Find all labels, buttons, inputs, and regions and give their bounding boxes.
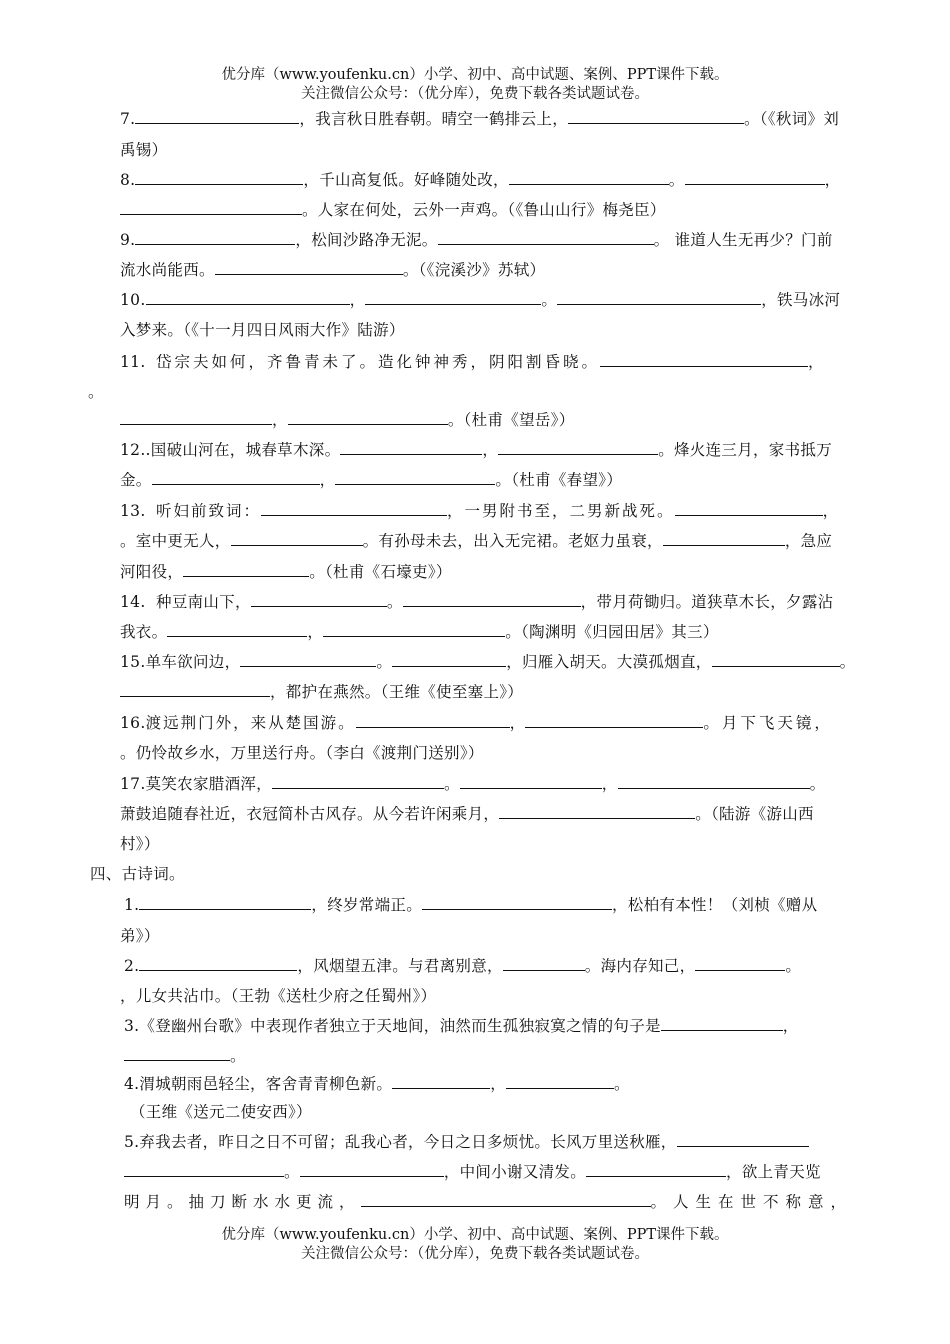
blank[interactable] — [361, 1192, 651, 1207]
blank[interactable] — [675, 501, 823, 516]
q13-line-3: 河阳役， 。（杜甫《石壕吏》） — [120, 563, 452, 581]
blank[interactable] — [695, 956, 785, 971]
q12-line-1: 12..国破山河在，城春草木深。 ， 。烽火连三月，家书抵万 — [120, 441, 833, 459]
q7-line-1: 7. ，我言秋日胜春朝。晴空一鹤排云上， 。（《秋词》刘 — [120, 110, 840, 128]
blank[interactable] — [525, 713, 703, 728]
footer-line-2: 关注微信公众号：（优分库），免费下载各类试题试卷。 — [301, 1246, 649, 1262]
blank[interactable] — [438, 230, 654, 245]
q17-line-1: 17.莫笑农家腊酒浑， 。 ， 。 — [120, 775, 826, 793]
blank[interactable] — [146, 290, 350, 305]
q8-line-1: 8. ，千山高复低。好峰随处改， 。 ， — [120, 171, 841, 189]
q13-line-2: 。室中更无人， 。有孙母未去，出入无完裙。老妪力虽衰， ，急应 — [120, 532, 833, 550]
blank[interactable] — [167, 622, 307, 637]
blank[interactable] — [422, 895, 612, 910]
blank[interactable] — [498, 440, 658, 455]
q10-line-1: 10. ， 。 ，铁马冰河 — [120, 291, 841, 309]
s4q5-line-1: 5.弃我去者，昨日之日不可留；乱我心者，今日之日多烦忧。长风万里送秋雁， — [124, 1131, 809, 1153]
q11-line-2: 。 — [88, 383, 104, 401]
q8-line-2: 。人家在何处，云外一声鸡。（《鲁山山行》梅尧臣） — [120, 199, 666, 221]
blank[interactable] — [135, 109, 299, 124]
q17-line-2: 萧鼓追随春社近，衣冠简朴古风存。从今若许闲乘月， 。（陆游《游山西 — [120, 805, 814, 823]
blank[interactable] — [365, 290, 541, 305]
blank[interactable] — [586, 1162, 726, 1177]
q16-line-2: 。仍怜故乡水，万里送行舟。（李白《渡荆门送别》） — [120, 744, 484, 762]
s4q2-line-1: 2. ，风烟望五津。与君离别意， 。海内存知己， 。 — [124, 957, 802, 975]
blank[interactable] — [124, 1046, 230, 1061]
blank[interactable] — [135, 170, 303, 185]
s4q2-line-2: ，儿女共沾巾。（王勃《送杜少府之任蜀州》） — [120, 987, 437, 1005]
blank[interactable] — [152, 470, 320, 485]
blank[interactable] — [618, 774, 810, 789]
blank[interactable] — [300, 1162, 444, 1177]
blank[interactable] — [685, 170, 825, 185]
header-line-2: 关注微信公众号：（优分库），免费下载各类试题试卷。 — [301, 86, 649, 102]
blank[interactable] — [661, 1016, 783, 1031]
blank[interactable] — [251, 592, 387, 607]
blank[interactable] — [215, 260, 403, 275]
q15-line-1: 15.单车欲问边， 。 ，归雁入胡天。大漠孤烟直， 。 — [120, 653, 856, 671]
s4q1-line-2: 弟》） — [120, 927, 160, 945]
blank[interactable] — [499, 804, 695, 819]
blank[interactable] — [392, 1074, 490, 1089]
blank[interactable] — [135, 230, 295, 245]
q14-line-2: 我衣。 ， 。（陶渊明《归园田居》其三） — [120, 623, 719, 641]
blank[interactable] — [139, 895, 311, 910]
blank[interactable] — [392, 652, 506, 667]
header-line-1: 优分库（www.youfenku.cn）小学、初中、高中试题、案例、PPT课件下载。 — [221, 67, 729, 83]
blank[interactable] — [335, 470, 495, 485]
q17-line-3: 村》） — [120, 835, 160, 853]
blank[interactable] — [120, 410, 272, 425]
blank[interactable] — [663, 531, 785, 546]
blank[interactable] — [240, 652, 376, 667]
q16-line-1: 16.渡远荆门外，来从楚国游。 ， 。月下飞天镜， — [120, 714, 833, 732]
s4q3-line-1: 3.《登幽州台歌》中表现作者独立于天地间，油然而生孤独寂寞之情的句子是 ， — [124, 1017, 799, 1035]
blank[interactable] — [120, 200, 302, 215]
blank[interactable] — [460, 774, 602, 789]
blank[interactable] — [506, 1074, 614, 1089]
blank[interactable] — [568, 109, 744, 124]
blank[interactable] — [503, 956, 585, 971]
blank[interactable] — [261, 501, 447, 516]
q15-line-2: ，都护在燕然。（王维《使至塞上》） — [120, 681, 523, 703]
s4q4-line-1: 4.渭城朝雨邑轻尘，客舍青青柳色新。 ， 。 — [124, 1075, 630, 1093]
s4q5-line-3: 明月。抽刀断水水更流， 。人生在世不称意， — [124, 1193, 854, 1211]
q11-line-1: 11. 岱宗夫如何，齐鲁青未了。造化钟神秀，阴阳割昏晓。 ， — [120, 353, 824, 371]
blank[interactable] — [120, 682, 270, 697]
q9-line-2: 流水尚能西。 。（《浣溪沙》苏轼） — [120, 261, 546, 279]
blank[interactable] — [323, 622, 505, 637]
section-4-heading: 四、古诗词。 — [90, 865, 185, 883]
page-header — [0, 66, 950, 104]
s4q1-line-1: 1. ，终岁常端正。 ，松柏有本性！（刘桢《赠从 — [124, 896, 818, 914]
blank[interactable] — [340, 440, 482, 455]
blank[interactable] — [231, 531, 363, 546]
q14-line-1: 14. 种豆南山下， 。 ，带月荷锄归。道狭草木长，夕露沾 — [120, 593, 834, 611]
page-footer — [0, 1226, 950, 1264]
blank[interactable] — [557, 290, 761, 305]
blank[interactable] — [677, 1132, 809, 1147]
blank[interactable] — [712, 652, 840, 667]
blank[interactable] — [124, 1162, 284, 1177]
q13-line-1: 13. 听妇前致词： ，一男附书至，二男新战死。 ， — [120, 502, 839, 520]
blank[interactable] — [600, 352, 808, 367]
blank[interactable] — [509, 170, 669, 185]
blank[interactable] — [288, 410, 448, 425]
footer-line-1: 优分库（www.youfenku.cn）小学、初中、高中试题、案例、PPT课件下载。 — [221, 1227, 729, 1243]
q7-line-2: 禹锡） — [120, 141, 168, 159]
s4q4-line-2: （王维《送元二使安西》） — [130, 1103, 312, 1121]
s4q3-line-2: 。 — [124, 1045, 246, 1067]
q12-line-2: 金。 ， 。（杜甫《春望》） — [120, 471, 623, 489]
blank[interactable] — [356, 713, 510, 728]
blank[interactable] — [183, 562, 309, 577]
blank[interactable] — [403, 592, 581, 607]
q9-line-1: 9. ，松间沙路净无泥。 。 谁道人生无再少？门前 — [120, 231, 833, 249]
q11-line-3: ， 。（杜甫《望岳》） — [120, 409, 575, 431]
s4q5-line-2: 。 ，中间小谢又清发。 ，欲上青天览 — [124, 1161, 821, 1183]
blank[interactable] — [272, 774, 444, 789]
q10-line-2: 入梦来。（《十一月四日风雨大作》陆游） — [120, 321, 405, 339]
blank[interactable] — [139, 956, 297, 971]
